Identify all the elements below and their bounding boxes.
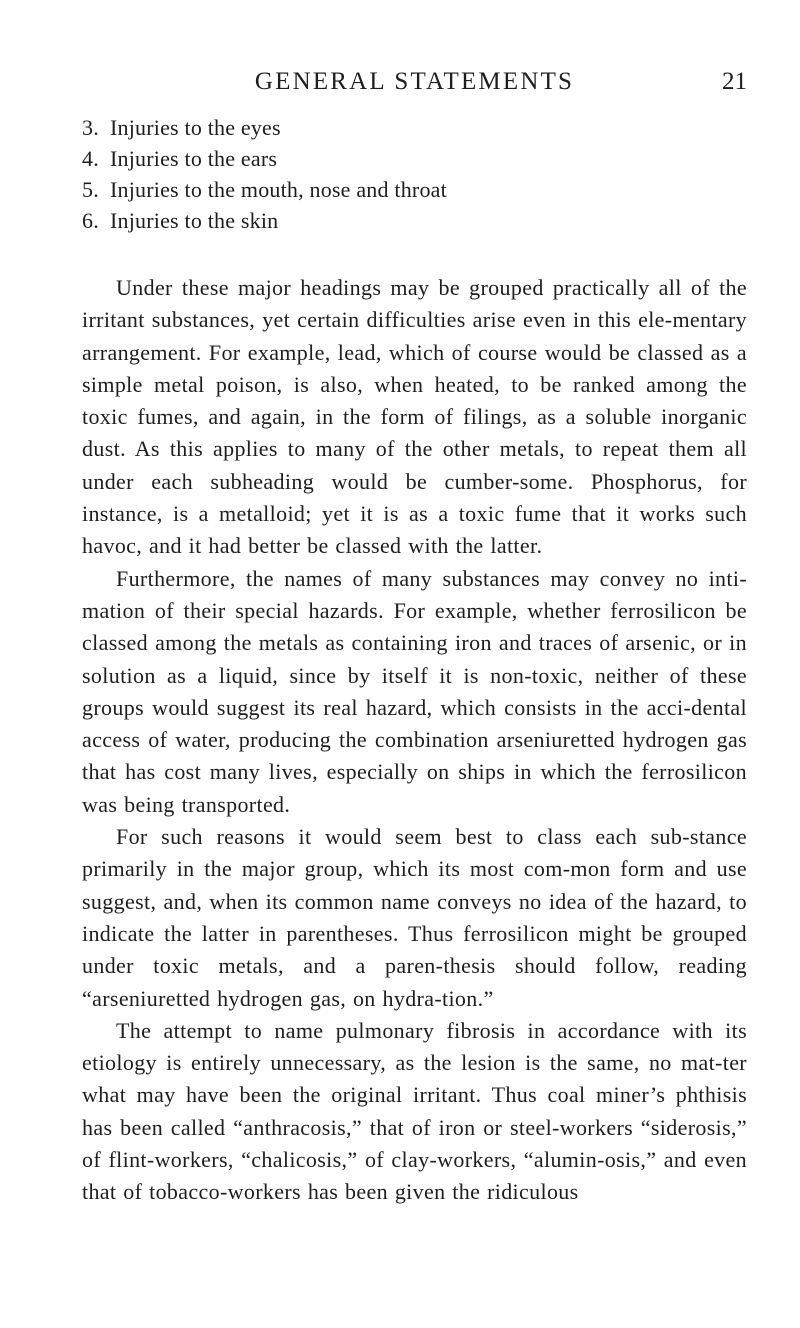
list-item-text: Injuries to the mouth, nose and throat <box>110 177 447 202</box>
list-item-number: 6. <box>82 208 99 233</box>
list-item <box>82 174 447 205</box>
paragraph-ferrosilicon: Furthermore, the names of many substances may convey no inti-mation of their special hazards. For example, whether ferrosilicon be classed among the metals as containing iron and traces of arsenic, or in solution as a liquid, since by itself it is non-toxic, neither of these groups would suggest its real hazard, which consists in the acci-dental access of water, producing the combination arseniuretted hydrogen gas that has cost many lives, especially on ships in which the ferrosilicon was being transported. <box>82 565 747 817</box>
running-title: GENERAL STATEMENTS <box>254 68 575 95</box>
list-item-text: Injuries to the skin <box>110 208 279 233</box>
list-item-number: 3. <box>82 115 99 140</box>
list-item <box>82 205 447 236</box>
paragraph-parentheses: For such reasons it would seem best to class each sub-stance primarily in the major group, which its most com-mon form and use suggest, and, when its common name conveys no idea of the hazard, to indicate the latter in parentheses. Thus ferrosilicon might be grouped under toxic metals, and a paren-thesis should follow, reading “arseniuretted hydrogen gas, on hydra-tion.” <box>82 824 747 1011</box>
body-text <box>82 272 747 1209</box>
list-item-text: Injuries to the ears <box>110 146 278 171</box>
list-item-number: 5. <box>82 177 99 202</box>
list-item <box>82 112 447 143</box>
paragraph-classification: Under these major headings may be grouped practically all of the irritant substances, yet certain difficulties arise even in this ele-mentary arrangement. For example, lead, which of course would be classed as a simple metal poison, is also, when heated, to be ranked among the toxic fumes, and again, in the form of filings, as a soluble inorganic dust. As this applies to many of the other metals, to repeat them all under each subheading would be cumber-some. Phosphorus, for instance, is a metalloid; yet it is as a toxic fume that it works such havoc, and it had better be classed with the latter. <box>82 275 747 559</box>
injury-list <box>82 112 447 236</box>
page-number: 21 <box>722 68 747 95</box>
list-item-text: Injuries to the eyes <box>110 115 281 140</box>
list-item-number: 4. <box>82 146 99 171</box>
running-head <box>82 64 747 100</box>
paragraph-fibrosis: The attempt to name pulmonary fibrosis in accordance with its etiology is entirely unnecessary, as the lesion is the same, no mat-ter what may have been the original irritant. Thus coal miner’s phthisis has been called “anthracosis,” that of iron or steel-workers “siderosis,” of flint-workers, “chalicosis,” of clay-workers, “alumin-osis,” and even that of tobacco-workers has been given the ridiculous <box>82 1017 747 1205</box>
list-item <box>82 143 447 174</box>
